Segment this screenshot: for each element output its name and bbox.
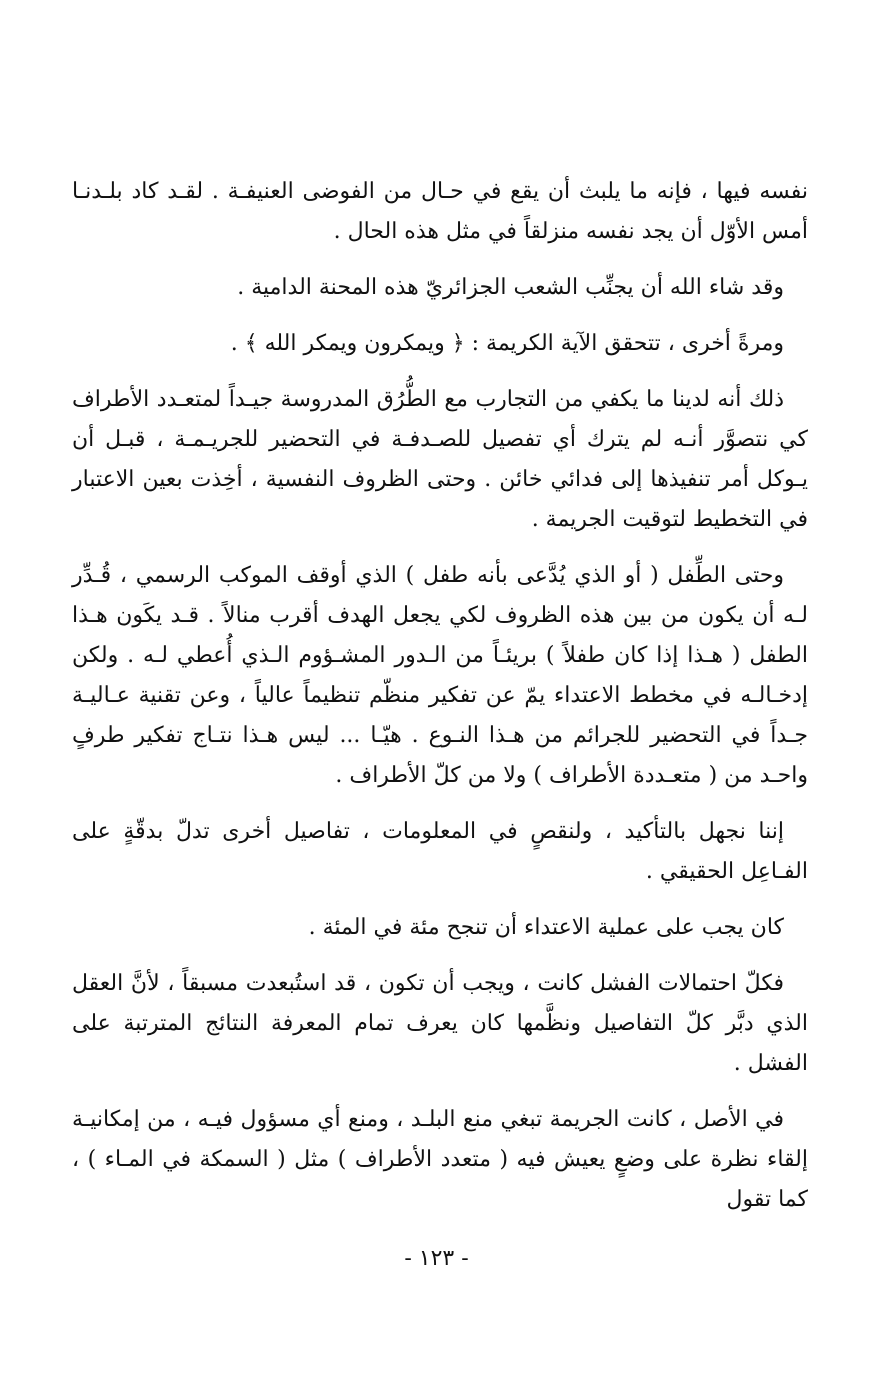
paragraph-1: نفسه فيها ، فإنه ما يلبث أن يقع في حـال من الفوضى العنيفـة . لقـد كاد بلـدنـا أمس الأوّل أن يجد نفسه منزلقاً في مثل هذه الحال . [72,179,808,244]
paragraph-4: ذلك أنه لدينا ما يكفي من التجارب مع الطُّرُق المدروسة جيـداً لمتعـدد الأطراف كي نتصوَّر أنـه لم يترك أي تفصيل للصـدفـة في التحضير للجريـمـة ، قبـل أن يـوكل أمر تنفيذها إلى فدائي خائن . وحتى الظروف النفسية ، أخِذت بعين الاعتبار في التخطيط لتوقيت الجريمة . [72,387,808,532]
paragraph-6: إننا نجهل بالتأكيد ، ولنقصٍ في المعلومات ، تفاصيل أخرى تدلّ بدقّةٍ على الفـاعِل الحقيقي . [72,819,808,884]
paragraph-3: ومرةً أخرى ، تتحقق الآية الكريمة : ﴿ ويمكرون ويمكر الله ﴾ . [230,331,784,356]
body-text [72,172,808,1236]
paragraph-5: وحتى الطِّفل ( أو الذي يُدَّعى بأنه طفل ) الذي أوقف الموكب الرسمي ، قُـدِّر لـه أن يكون من بين هذه الظروف لكي يجعل الهدف أقرب منالاً . قـد يكَون هـذا الطفل ( هـذا إذا كان طفلاً ) بريئـاً من الـدور المشـؤوم الـذي أُعطي لـه . ولكن إدخـالـه في مخطط الاعتداء يمّ عن تفكير منظّم تنظيماً عالياً ، وعن تقنية عـاليـة جـداً في التحضير للجرائم من هـذا النـوع . هيّـا ... ليس هـذا نتـاج تفكير طرفٍ واحـد من ( متعـددة الأطراف ) ولا من كلّ الأطراف . [72,563,808,788]
paragraph-7: كان يجب على عملية الاعتداء أن تنجح مئة في المئة . [308,915,784,940]
paragraph-2: وقد شاء الله أن يجنِّب الشعب الجزائريّ هذه المحنة الدامية . [237,275,784,300]
paragraph-9: في الأصل ، كانت الجريمة تبغي منع البلـد ، ومنع أي مسؤول فيـه ، من إمكانيـة إلقاء نظرة على وضعٍ يعيش فيه ( متعدد الأطراف ) مثل ( السمكة في المـاء ) ، كما تقول [72,1107,808,1212]
page-number: - ١٢٣ - [404,1246,469,1271]
paragraph-8: فكلّ احتمالات الفشل كانت ، ويجب أن تكون ، قد استُبعدت مسبقاً ، لأنَّ العقل الذي دبَّر كلّ التفاصيل ونظَّمها كان يعرف تمام المعرفة النتائج المترتبة على الفشل . [72,971,808,1076]
